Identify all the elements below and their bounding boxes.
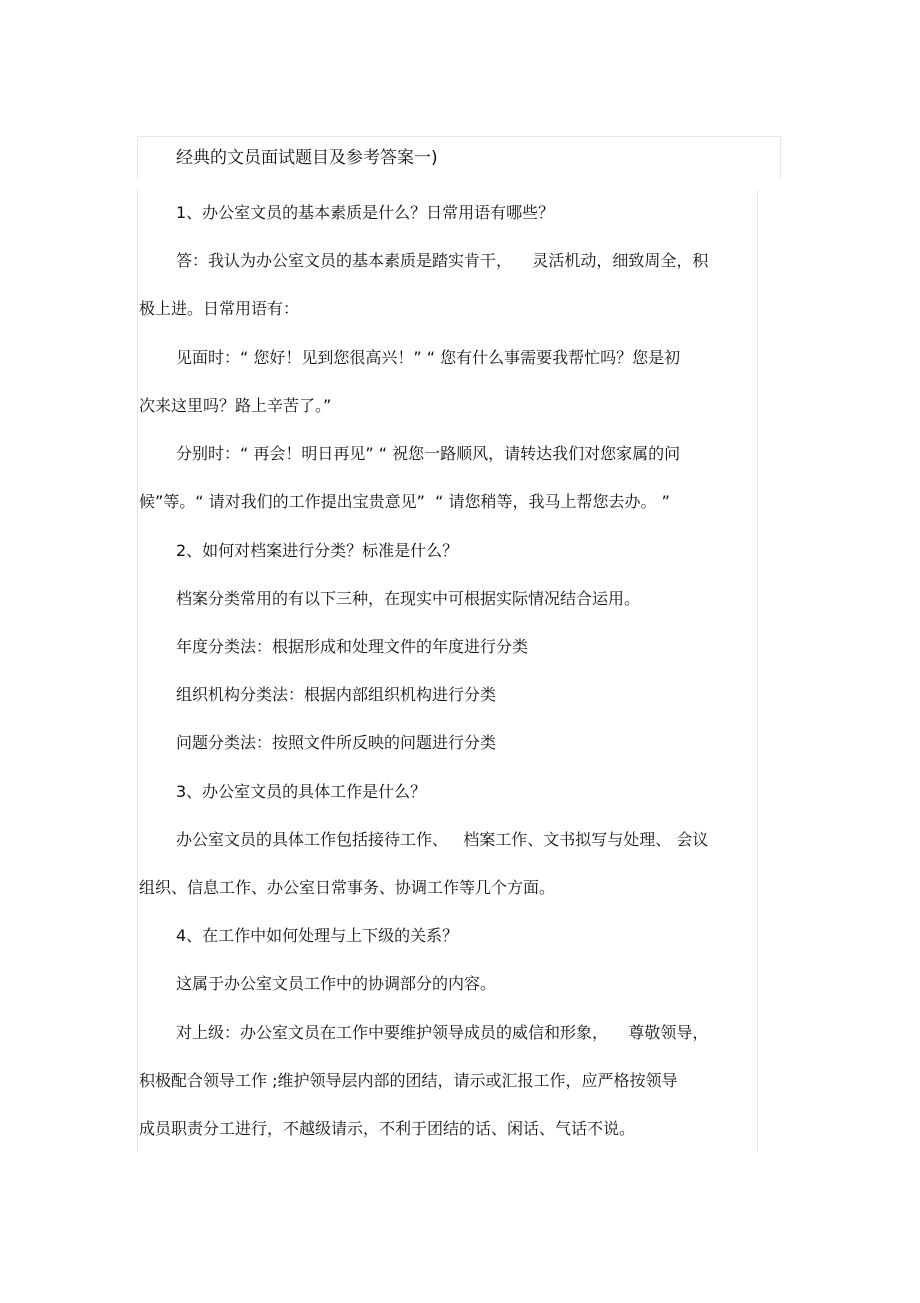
paragraph-line: 成员职责分工进行，不越级请示，不利于团结的话、闲话、气话不说。 <box>139 1119 636 1138</box>
paragraph-line: 极上进。日常用语有： <box>139 299 300 318</box>
paragraph-line: 答：我认为办公室文员的基本素质是踏实肯干， 灵活机动，细致周全，积 <box>176 251 709 270</box>
paragraph-line: 问题分类法：按照文件所反映的问题进行分类 <box>176 733 497 752</box>
question-2: 2、如何对档案进行分类？标准是什么？ <box>176 541 459 560</box>
paragraph-line: 组织、信息工作、办公室日常事务、协调工作等几个方面。 <box>139 878 556 897</box>
paragraph-line: 分别时：“ 再会！明日再见” “ 祝您一路顺风，请转达我们对您家属的问 <box>176 444 681 463</box>
document-title: 经典的文员面试题目及参考答案一) <box>176 148 438 168</box>
paragraph-line: 年度分类法：根据形成和处理文件的年度进行分类 <box>176 637 529 656</box>
paragraph-line: 次来这里吗？路上辛苦了。” <box>139 396 332 415</box>
paragraph-line: 对上级：办公室文员在工作中要维护领导成员的威信和形象， 尊敬领导， <box>176 1023 709 1042</box>
paragraph-line: 办公室文员的具体工作包括接待工作、 档案工作、文书拟写与处理、 会议 <box>176 830 709 849</box>
question-3: 3、办公室文员的具体工作是什么？ <box>176 782 427 801</box>
paragraph-line: 组织机构分类法：根据内部组织机构进行分类 <box>176 685 497 704</box>
paragraph-line: 见面时：“ 您好！见到您很高兴！” “ 您有什么事需要我帮忙吗？您是初 <box>176 348 681 367</box>
question-4: 4、在工作中如何处理与上下级的关系？ <box>176 926 459 945</box>
paragraph-line: 档案分类常用的有以下三种，在现实中可根据实际情况结合运用。 <box>176 589 641 608</box>
paragraph-line: 候”等。“ 请对我们的工作提出宝贵意见” “ 请您稍等，我马上帮您去办。 ” <box>139 492 670 511</box>
paragraph-line: 积极配合领导工作 ;维护领导层内部的团结，请示或汇报工作，应严格按领导 <box>139 1071 678 1090</box>
paragraph-line: 这属于办公室文员工作中的协调部分的内容。 <box>176 974 497 993</box>
body-frame <box>137 190 758 1152</box>
question-1: 1、办公室文员的基本素质是什么？日常用语有哪些？ <box>176 203 555 222</box>
